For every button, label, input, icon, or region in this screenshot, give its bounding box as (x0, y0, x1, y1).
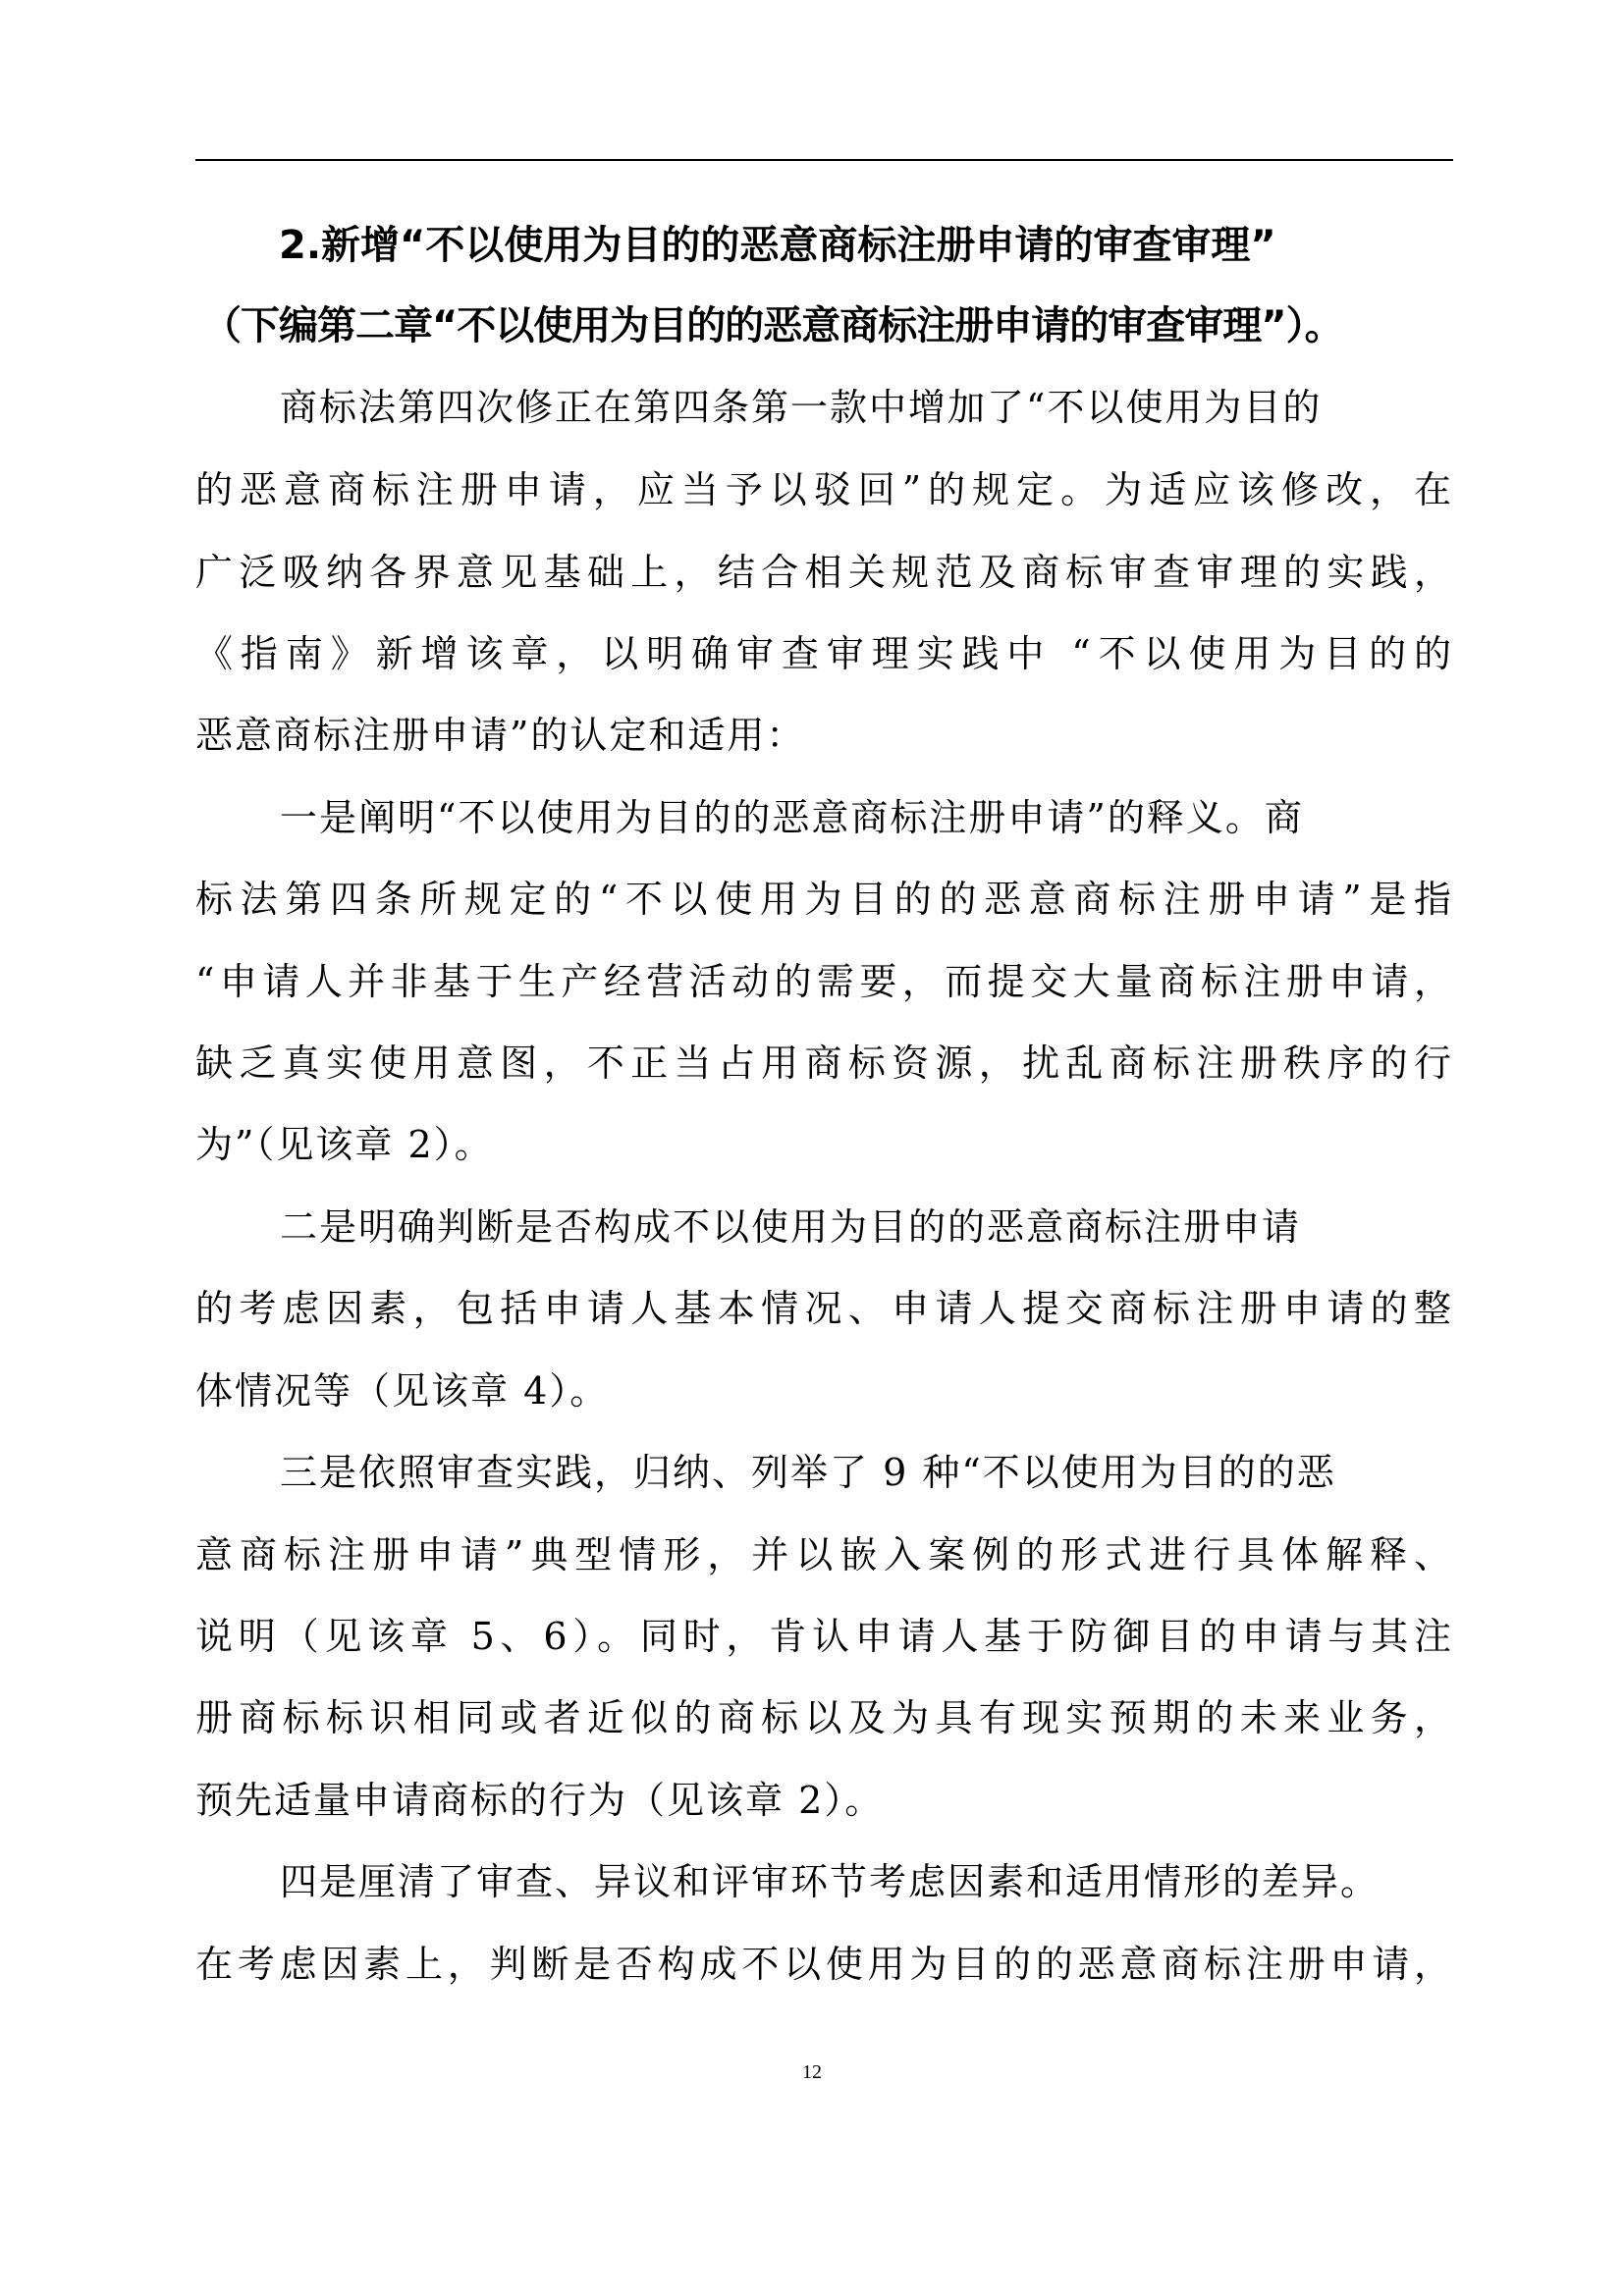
paragraph-line: 恶意商标注册申请”的认定和适用： (195, 714, 806, 757)
paragraph-line: 二是明确判断是否构成不以使用为目的的恶意商标注册申请 (280, 1205, 1302, 1249)
paragraph-line: 三是依照审查实践，归纳、列举了 9 种“不以使用为目的的恶 (280, 1451, 1336, 1494)
section-heading-line-1: 2.新增“不以使用为目的的恶意商标注册申请的审查审理” (279, 223, 1276, 268)
paragraph-line: 的考虑因素，包括申请人基本情况、申请人提交商标注册申请的整 (195, 1287, 1453, 1330)
paragraph-line: 意商标注册申请”典型情形，并以嵌入案例的形式进行具体解释、 (195, 1533, 1453, 1576)
paragraph-line: 册商标标识相同或者近似的商标以及为具有现实预期的未来业务， (195, 1696, 1453, 1739)
section-heading-line-2: （下编第二章“不以使用为目的的恶意商标注册申请的审查审理”）。 (202, 303, 1343, 348)
paragraph-line: “申请人并非基于生产经营活动的需要，而提交大量商标注册申请， (195, 960, 1453, 1003)
header-rule (195, 159, 1453, 161)
paragraph-line: 为”（见该章 2）。 (195, 1123, 494, 1166)
paragraph-line: 预先适量申请商标的行为（见该章 2）。 (195, 1779, 885, 1822)
paragraph-line: 说明（见该章 5、6）。同时，肯认申请人基于防御目的申请与其注 (195, 1615, 1453, 1658)
paragraph-line: 的恶意商标注册申请，应当予以驳回”的规定。为适应该修改，在 (195, 468, 1453, 511)
paragraph-line: 在考虑因素上，判断是否构成不以使用为目的的恶意商标注册申请， (195, 1943, 1453, 1986)
paragraph-line: 一是阐明“不以使用为目的的恶意商标注册申请”的释义。商 (280, 796, 1304, 839)
paragraph-line: 四是厘清了审查、异议和评审环节考虑因素和适用情形的差异。 (280, 1860, 1380, 1903)
paragraph-line: 商标法第四次修正在第四条第一款中增加了“不以使用为目的 (280, 386, 1323, 429)
paragraph-line: 体情况等（见该章 4）。 (195, 1369, 610, 1413)
paragraph-line: 标法第四条所规定的“不以使用为目的的恶意商标注册申请”是指 (195, 878, 1453, 921)
paragraph-line: 广泛吸纳各界意见基础上，结合相关规范及商标审查审理的实践， (195, 551, 1453, 594)
paragraph-line: 缺乏真实使用意图，不正当占用商标资源，扰乱商标注册秩序的行 (195, 1041, 1453, 1085)
page-number: 12 (802, 2061, 822, 2083)
paragraph-line: 《指南》新增该章，以明确审查审理实践中 “不以使用为目的的 (195, 632, 1453, 675)
